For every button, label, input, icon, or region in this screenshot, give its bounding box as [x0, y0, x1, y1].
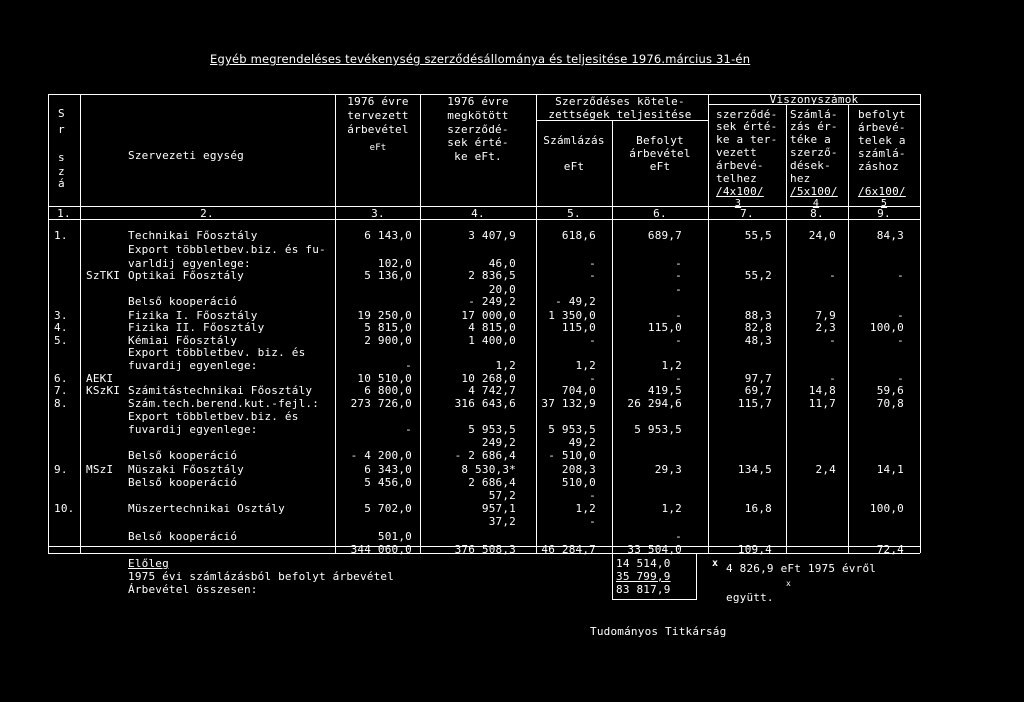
ratio1-header-6: telhez [716, 172, 757, 185]
cell-billing: 49,2 [568, 436, 596, 449]
vline-0 [48, 94, 49, 553]
colnum-6: 6. [653, 207, 667, 220]
total-ratio1: 109,4 [737, 543, 772, 556]
cell-contracted: 17 000,0 [461, 309, 516, 322]
ratio3-header-3: telek a [858, 134, 906, 147]
planned-header-4: eFt [369, 143, 387, 153]
colnum-7: 7. [740, 207, 754, 220]
cell-n: 5. [54, 334, 68, 347]
cell-contracted: 57,2 [488, 489, 516, 502]
cell-billing: - [589, 257, 596, 270]
cell-billing: - 510,0 [548, 449, 596, 462]
cell-r3: 70,8 [876, 397, 904, 410]
cell-r3: 14,1 [876, 463, 904, 476]
cell-billing: - 49,2 [555, 295, 596, 308]
billing-unit: eFt [563, 160, 585, 173]
cell-billing: 510,0 [561, 476, 596, 489]
vline-7 [786, 104, 787, 553]
cell-r2: 14,8 [808, 384, 836, 397]
cell-r1: 88,3 [744, 309, 772, 322]
ratio2-header-8: 4 [812, 198, 820, 209]
cell-r1: 55,5 [744, 229, 772, 242]
cell-contracted: 1 400,0 [468, 334, 516, 347]
cell-contracted: - 2 686,4 [454, 449, 516, 462]
planned-header-2: tervezett [347, 109, 409, 122]
cell-n: 6. [54, 372, 68, 385]
cell-n: 3. [54, 309, 68, 322]
cell-r2: - [829, 334, 836, 347]
ratio3-header-7: 5 [880, 198, 888, 209]
cell-revenue: - [675, 283, 682, 296]
cell-billing: - [589, 489, 596, 502]
ratio2-header-7: /5x100/ [790, 185, 838, 198]
vline-5 [612, 120, 613, 553]
cell-unit: fuvardij egyenlege: [128, 423, 258, 436]
cell-org: MSzI [86, 463, 114, 476]
total-billing: 46 284,7 [541, 543, 596, 556]
cell-r3: - [897, 269, 904, 282]
cell-contracted: - 249,2 [468, 295, 516, 308]
cell-n: 7. [54, 384, 68, 397]
cell-r1: 115,7 [737, 397, 772, 410]
cell-planned: 273 726,0 [350, 397, 412, 410]
cell-revenue: 115,0 [647, 321, 682, 334]
cell-unit: varldij egyenlege: [128, 257, 251, 270]
cell-revenue: 29,3 [654, 463, 682, 476]
cell-unit: fuvardij egyenlege: [128, 359, 258, 372]
ratio3-header-1: befolyt [858, 108, 906, 121]
cell-planned: 19 250,0 [357, 309, 412, 322]
cell-contracted: 957,1 [481, 502, 516, 515]
cell-billing: - [589, 372, 596, 385]
cell-unit: Fizika II. Főosztály [128, 321, 265, 334]
cell-billing: 704,0 [561, 384, 596, 397]
colnum-3: 3. [371, 207, 385, 220]
cell-contracted: 3 407,9 [468, 229, 516, 242]
cell-r2: 11,7 [808, 397, 836, 410]
contracted-header-5: ke eFt. [454, 150, 502, 163]
advance-value: 14 514,0 [616, 557, 671, 570]
cell-revenue: 689,7 [647, 229, 682, 242]
cell-r1: 69,7 [744, 384, 772, 397]
cell-planned: 501,0 [377, 530, 412, 543]
cell-billing: - [589, 515, 596, 528]
cell-contracted: 10 268,0 [461, 372, 516, 385]
sorszam-letter-1: S [58, 107, 65, 120]
cell-contracted: 316 643,6 [454, 397, 516, 410]
cell-billing: 1 350,0 [548, 309, 596, 322]
cell-r3: 59,6 [876, 384, 904, 397]
cell-planned: - [405, 359, 412, 372]
ratio1-header-7: /4x100/ [716, 185, 764, 198]
cell-unit: Belső kooperáció [128, 449, 238, 462]
note-mark: x [786, 579, 792, 588]
cell-n: 8. [54, 397, 68, 410]
cell-revenue: - [675, 334, 682, 347]
cell-r2: 2,4 [815, 463, 836, 476]
ratio1-header-1: szerződé- [716, 108, 778, 121]
cell-n: 10. [54, 502, 75, 515]
cell-planned: 2 900,0 [364, 334, 412, 347]
cell-revenue: 26 294,6 [627, 397, 682, 410]
cell-planned: - 4 200,0 [350, 449, 412, 462]
unit-header: Szervezeti egység [128, 149, 244, 162]
prev-year-value: 35 799,9 [616, 570, 671, 583]
cell-r1: 82,8 [744, 321, 772, 334]
cell-billing: 208,3 [561, 463, 596, 476]
cell-r3: - [897, 372, 904, 385]
cell-r3: 100,0 [869, 321, 904, 334]
cell-billing: 37 132,9 [541, 397, 596, 410]
vline-3 [420, 94, 421, 553]
revenue-header-1: Befolyt [636, 134, 684, 147]
cell-unit: Technikai Főosztály [128, 229, 258, 242]
cell-unit: Optikai Főosztály [128, 269, 244, 282]
cell-unit: Export többletbev.biz. és [128, 410, 299, 423]
colnum-1: 1. [57, 207, 71, 220]
ratio1-header-5: árbevé- [716, 159, 764, 172]
obligations-header-2: zettségek teljesitése [548, 108, 692, 121]
cell-billing: 618,6 [561, 229, 596, 242]
cell-planned: 10 510,0 [357, 372, 412, 385]
cell-r2: - [829, 372, 836, 385]
colnum-5: 5. [567, 207, 581, 220]
cell-org: SzTKI [86, 269, 121, 282]
cell-planned: 5 456,0 [364, 476, 412, 489]
footer-box-bottom [612, 599, 697, 600]
total-revenue-value: 83 817,9 [616, 583, 671, 596]
cell-contracted: 2 686,4 [468, 476, 516, 489]
contracted-header-1: 1976 évre [447, 95, 509, 108]
cell-r2: 7,9 [815, 309, 836, 322]
cell-revenue: - [675, 257, 682, 270]
ratio2-header-2: zás ér- [790, 120, 838, 133]
cell-n: 1. [54, 229, 68, 242]
prev-year-label: 1975 évi számlázásból befolyt árbevétel [128, 570, 395, 583]
colnum-2: 2. [200, 207, 214, 220]
cell-contracted: 249,2 [481, 436, 516, 449]
cell-unit: Export többletbev. biz. és [128, 346, 306, 359]
page-title: Egyéb megrendeléses tevékenység szerződésállománya és teljesitése 1976.március 31-én [210, 52, 751, 66]
cell-contracted: 37,2 [488, 515, 516, 528]
contracted-header-2: megkötött [447, 109, 509, 122]
cell-contracted: 4 815,0 [468, 321, 516, 334]
ratio3-header-2: árbevé- [858, 121, 906, 134]
cell-r3: 100,0 [869, 502, 904, 515]
cell-r3: - [897, 309, 904, 322]
cell-unit: Szám.tech.berend.kut.-fejl.: [128, 397, 320, 410]
ratio1-header-4: vezett [716, 146, 757, 159]
vline-2 [335, 94, 336, 553]
planned-header-1: 1976 évre [347, 95, 409, 108]
cell-r3: - [897, 334, 904, 347]
cell-billing: 5 953,5 [548, 423, 596, 436]
cell-revenue: - [675, 372, 682, 385]
cell-r1: 55,2 [744, 269, 772, 282]
colnum-4: 4. [471, 207, 485, 220]
ratio2-header-3: téke a [790, 133, 831, 146]
cell-contracted: 46,0 [488, 257, 516, 270]
total-planned: 344 060,0 [350, 543, 412, 556]
cell-billing: 1,2 [575, 359, 596, 372]
cell-revenue: 5 953,5 [634, 423, 682, 436]
billing-header: Számlázás [543, 134, 605, 147]
cell-billing: - [589, 269, 596, 282]
cell-billing: - [589, 334, 596, 347]
cell-r1: 48,3 [744, 334, 772, 347]
cell-unit: Kémiai Főosztály [128, 334, 238, 347]
vline-8 [848, 104, 849, 553]
colnum-8: 8. [810, 207, 824, 220]
total-ratio3: 72,4 [876, 543, 904, 556]
sorszam-letter-2: r [58, 123, 65, 136]
signature: Tudományos Titkárság [590, 625, 727, 638]
sorszam-letter-6: á [58, 177, 65, 190]
ratio3-header-5: záshoz [858, 160, 899, 173]
cell-unit: Belső kooperáció [128, 295, 238, 308]
vline-6 [708, 94, 709, 553]
cell-revenue: - [675, 530, 682, 543]
revenue-header-2: árbevétel [629, 147, 691, 160]
cell-unit: Belső kooperáció [128, 530, 238, 543]
ratio2-header-1: Számlá- [790, 108, 838, 121]
cell-org: KSzKI [86, 384, 121, 397]
cell-org: AEKI [86, 372, 114, 385]
colnum-9: 9. [877, 207, 891, 220]
ratio2-header-6: hez [790, 172, 811, 185]
ratio3-header-4: számlá- [858, 147, 906, 160]
total-contracted: 376 508,3 [454, 543, 516, 556]
planned-header-3: árbevétel [347, 123, 409, 136]
footnote-text: 4 826,9 eFt 1975 évről [726, 562, 877, 575]
footer-box-left [612, 553, 613, 600]
cell-r2: 24,0 [808, 229, 836, 242]
revenue-unit: eFt [649, 160, 671, 173]
cell-unit: Müszaki Főosztály [128, 463, 244, 476]
cell-n: 4. [54, 321, 68, 334]
ratios-header: Viszonyszámok [769, 93, 859, 106]
cell-revenue: 1,2 [661, 502, 682, 515]
cell-planned: 6 143,0 [364, 229, 412, 242]
ratio2-header-4: szerző- [790, 146, 838, 159]
total-revenue: 33 504,0 [627, 543, 682, 556]
cell-planned: 6 800,0 [364, 384, 412, 397]
cell-billing: 115,0 [561, 321, 596, 334]
cell-unit: Számitástechnikai Főosztály [128, 384, 313, 397]
cell-n: 9. [54, 463, 68, 476]
cell-planned: - [405, 423, 412, 436]
contracted-header-3: szerződé- [447, 123, 509, 136]
cell-r1: 16,8 [744, 502, 772, 515]
cell-contracted: 5 953,5 [468, 423, 516, 436]
cell-unit: Müszertechnikai Osztály [128, 502, 285, 515]
note-star: x [712, 558, 719, 569]
cell-planned: 5 136,0 [364, 269, 412, 282]
ratio2-header-5: dések- [790, 159, 831, 172]
vline-1 [80, 94, 81, 553]
ratio1-header-3: ke a ter- [716, 133, 778, 146]
ratio1-header-2: sek érté- [716, 120, 778, 133]
obligations-header-1: Szerződéses kötele- [555, 95, 685, 108]
cell-unit: Export többletbev.biz. és fu- [128, 243, 326, 256]
footnote-tail: együtt. [726, 591, 774, 604]
cell-contracted: 4 742,7 [468, 384, 516, 397]
cell-contracted: 20,0 [488, 283, 516, 296]
cell-revenue: - [675, 309, 682, 322]
cell-unit: Belső kooperáció [128, 476, 238, 489]
cell-planned: 5 702,0 [364, 502, 412, 515]
cell-contracted: 8 530,3* [461, 463, 516, 476]
footer-box-right [696, 553, 697, 600]
cell-planned: 6 343,0 [364, 463, 412, 476]
advance-label: Előleg [128, 557, 169, 570]
cell-r1: 97,7 [744, 372, 772, 385]
sorszam-letter-4: s [58, 151, 65, 164]
cell-r1: 134,5 [737, 463, 772, 476]
cell-contracted: 2 836,5 [468, 269, 516, 282]
vline-4 [536, 94, 537, 553]
cell-r2: 2,3 [815, 321, 836, 334]
cell-planned: 102,0 [377, 257, 412, 270]
sorszam-letter-5: z [58, 165, 65, 178]
cell-r2: - [829, 269, 836, 282]
cell-unit: Fizika I. Főosztály [128, 309, 258, 322]
cell-revenue: - [675, 269, 682, 282]
cell-planned: 5 815,0 [364, 321, 412, 334]
cell-r3: 84,3 [876, 229, 904, 242]
total-revenue-label: Árbevétel összesen: [128, 583, 258, 596]
cell-billing: 1,2 [575, 502, 596, 515]
cell-contracted: 1,2 [495, 359, 516, 372]
ratio1-header-8: 3 [734, 198, 742, 209]
ratio3-header-6: /6x100/ [858, 185, 906, 198]
contracted-header-4: sek érté- [447, 136, 509, 149]
cell-revenue: 419,5 [647, 384, 682, 397]
vline-9 [920, 94, 921, 553]
cell-revenue: 1,2 [661, 359, 682, 372]
